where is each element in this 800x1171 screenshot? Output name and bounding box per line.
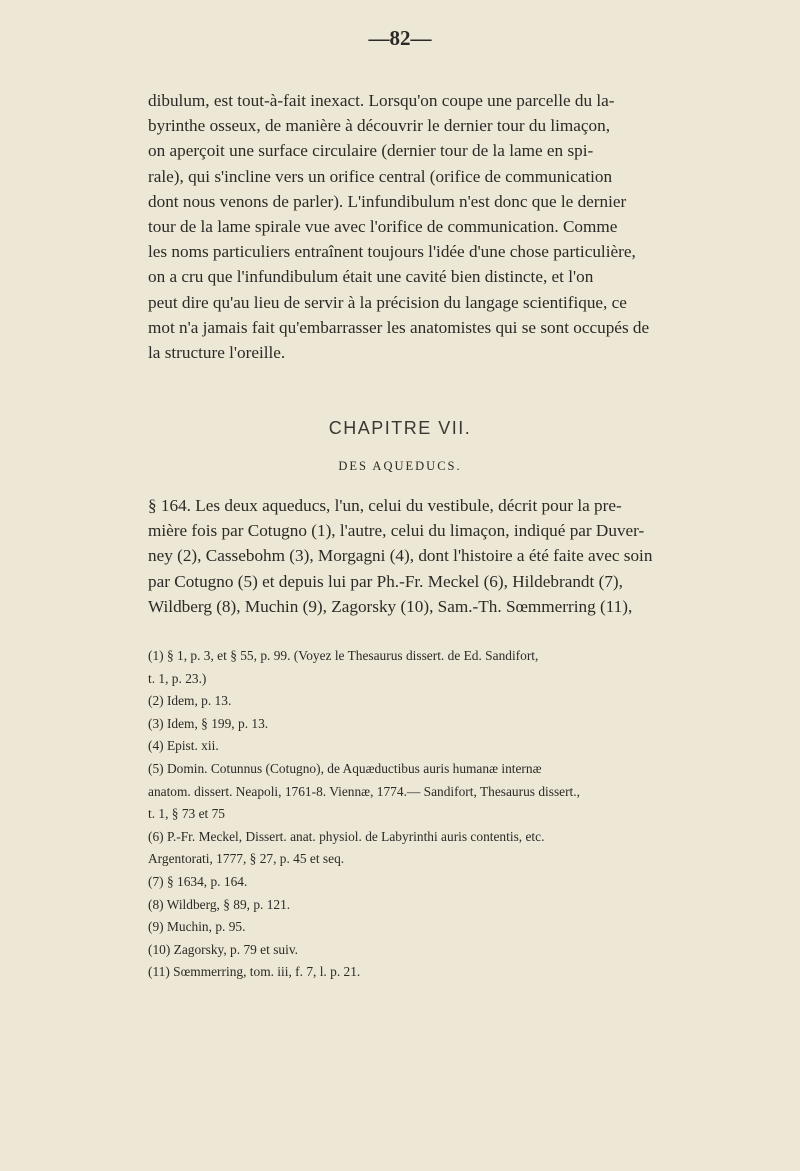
chapter-subtitle: DES AQUEDUCS.	[338, 459, 462, 473]
footnote: (8) Wildberg, § 89, p. 121.	[148, 896, 291, 912]
footnote: (3) Idem, § 199, p. 13.	[148, 715, 269, 731]
text-line: dibulum, est tout-à-fait inexact. Lorsqu'on coupe une parcelle du la-	[148, 91, 615, 110]
text-line: mière fois par Cotugno (1), l'autre, celui du limaçon, indiqué par Duver-	[148, 521, 645, 541]
page-number: —82—	[368, 26, 432, 50]
footnote: (2) Idem, p. 13.	[148, 693, 232, 709]
text-line: la structure l'oreille.	[148, 342, 286, 362]
footnote: Argentorati, 1777, § 27, p. 45 et seq.	[148, 851, 345, 867]
text-line: rale), qui s'incline vers un orifice central (orifice de communication	[148, 166, 613, 186]
text-line: les noms particuliers entraînent toujours l'idée d'une chose particulière,	[148, 242, 636, 262]
text-line: dont nous venons de parler). L'infundibulum n'est donc que le dernier	[148, 191, 627, 211]
paragraph-infundibulum	[148, 88, 760, 365]
text-line: peut dire qu'au lieu de servir à la précision du langage scientifique, ce	[148, 292, 627, 312]
text-line: par Cotugno (5) et depuis lui par Ph.-Fr. Meckel (6), Hildebrandt (7),	[148, 571, 623, 591]
footnote: (6) P.-Fr. Meckel, Dissert. anat. physiol. de Labyrinthi auris contentis, etc.	[148, 828, 545, 844]
footnote: (10) Zagorsky, p. 79 et suiv.	[148, 941, 298, 957]
paragraph-aqueducs	[148, 493, 760, 619]
footnote: t. 1, § 73 et 75	[148, 806, 225, 822]
text-line: Wildberg (8), Muchin (9), Zagorsky (10), Sam.-Th. Sœmmerring (11),	[148, 596, 633, 616]
footnote: (9) Muchin, p. 95.	[148, 919, 246, 935]
text-line: on aperçoit une surface circulaire (dernier tour de la lame en spi-	[148, 141, 594, 161]
footnote: (7) § 1634, p. 164.	[148, 873, 248, 889]
footnote: anatom. dissert. Neapoli, 1761-8. Viennæ, 1774.— Sandifort, Thesaurus dissert.,	[148, 783, 580, 799]
footnotes	[148, 645, 760, 984]
text-line: § 164. Les deux aqueducs, l'un, celui du vestibule, décrit pour la pre-	[148, 496, 622, 515]
chapter-title: CHAPITRE VII.	[328, 418, 472, 438]
footnote: (1) § 1, p. 3, et § 55, p. 99. (Voyez le Thesaurus dissert. de Ed. Sandifort,	[148, 648, 539, 663]
footnote: t. 1, p. 23.)	[148, 670, 207, 686]
footnote: (11) Sœmmerring, tom. iii, f. 7, l. p. 21.	[148, 964, 361, 980]
text-line: on a cru que l'infundibulum était une cavité bien distincte, et l'on	[148, 267, 594, 287]
text-line: ney (2), Cassebohm (3), Morgagni (4), dont l'histoire a été faite avec soin	[148, 546, 653, 566]
text-line: byrinthe osseux, de manière à découvrir le dernier tour du limaçon,	[148, 116, 610, 136]
text-line: tour de la lame spirale vue avec l'orifice de communication. Comme	[148, 216, 618, 236]
footnote: (4) Epist. xii.	[148, 738, 219, 754]
footnote: (5) Domin. Cotunnus (Cotugno), de Aquæductibus auris humanæ internæ	[148, 760, 542, 776]
text-line: mot n'a jamais fait qu'embarrasser les anatomistes qui se sont occupés de	[148, 317, 650, 337]
